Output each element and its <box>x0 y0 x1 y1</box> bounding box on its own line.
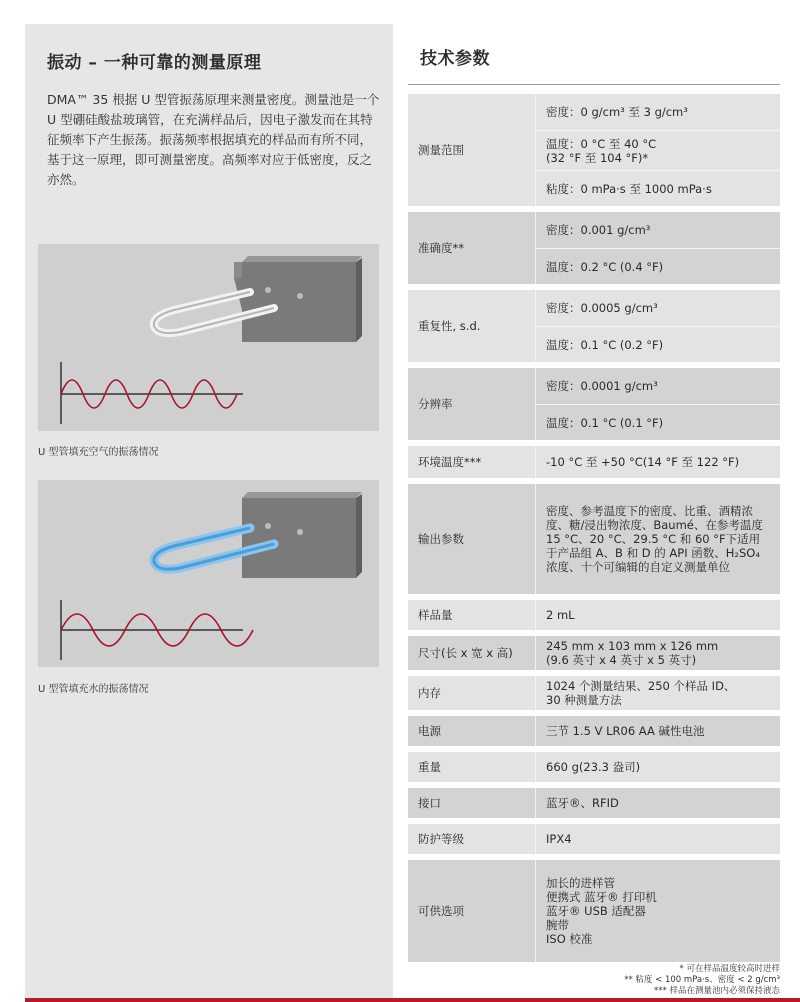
spec-value: 粘度：0 mPa·s 至 1000 mPa·s <box>536 170 780 206</box>
spec-value: 三节 1.5 V LR06 AA 碱性电池 <box>546 724 705 738</box>
spec-label: 输出参数 <box>418 532 464 546</box>
spec-row-power <box>408 716 780 746</box>
spec-row-accuracy <box>408 212 780 284</box>
spec-value: 蓝牙®、RFID <box>546 796 619 810</box>
spec-label: 样品量 <box>418 608 453 622</box>
spec-label: 电源 <box>418 724 441 738</box>
spec-value: 245 mm x 103 mm x 126 mm (9.6 英寸 x 4 英寸 x 5 英寸) <box>546 639 719 667</box>
left-panel <box>25 24 393 1002</box>
spec-row-sample-volume <box>408 600 780 630</box>
spec-value: 温度：0 °C 至 40 °C (32 °F 至 104 °F)* <box>536 130 780 170</box>
spec-value: 密度：0 g/cm³ 至 3 g/cm³ <box>546 105 688 119</box>
footnote: ** 粘度 < 100 mPa·s、密度 < 2 g/cm³ <box>624 975 780 985</box>
spec-value: 1024 个测量结果、250 个样品 ID、 30 种测量方法 <box>546 679 736 707</box>
spec-label: 尺寸(长 x 宽 x 高) <box>418 646 513 660</box>
figure-air-caption: U 型管填充空气的振荡情况 <box>38 447 159 458</box>
spec-value: 加长的进样管 便携式 蓝牙® 打印机 蓝牙® USB 适配器 腕带 ISO 校准 <box>546 876 657 946</box>
cell-block-icon <box>242 498 356 578</box>
spec-value: -10 °C 至 +50 °C(14 °F 至 122 °F) <box>546 455 740 469</box>
spec-value: 660 g(23.3 盎司) <box>546 760 641 774</box>
spec-value: 密度：0.0001 g/cm³ <box>546 379 658 393</box>
spec-label: 分辨率 <box>418 397 453 411</box>
spec-row-weight <box>408 752 780 782</box>
spec-label: 重量 <box>418 760 441 774</box>
spec-value: 密度：0.001 g/cm³ <box>546 223 651 237</box>
spec-label: 重复性, s.d. <box>418 319 481 333</box>
cell-block-icon <box>242 262 356 342</box>
spec-label: 内存 <box>418 686 441 700</box>
figure-water-caption: U 型管填充水的振荡情况 <box>38 684 149 695</box>
spec-row-ambient-temperature <box>408 446 780 478</box>
section-title-specs: 技术参数 <box>420 49 490 69</box>
spec-value: 2 mL <box>546 608 575 622</box>
spec-row-dimensions <box>408 636 780 670</box>
figure-u-tube-air <box>38 244 379 431</box>
footnote: *** 样品在测量池内必须保持液态 <box>654 986 780 996</box>
section-title-principle: 振动 – 一种可靠的测量原理 <box>47 53 262 73</box>
spec-label: 环境温度*** <box>418 455 482 469</box>
spec-value: IPX4 <box>546 832 572 846</box>
spec-row-measuring-range <box>408 94 780 206</box>
spec-row-resolution <box>408 368 780 440</box>
spec-value: 密度、参考温度下的密度、比重、酒精浓度、糖/浸出物浓度、Baumé、在参考温度 15 °C、20 °C、29.5 °C 和 60 °F下适用于产品组 A、B 和 D 的 API 函数、H₂SO₄ 浓度、十个可编辑的自定义测量单位 <box>546 504 763 574</box>
accent-bar <box>25 998 800 1002</box>
spec-label: 防护等级 <box>418 832 464 846</box>
footnote: * 可在样品温度较高时进样 <box>679 964 780 974</box>
spec-label: 准确度** <box>418 241 464 255</box>
spec-row-output-parameters <box>408 484 780 594</box>
spec-row-options <box>408 860 780 962</box>
spec-label: 可供选项 <box>418 904 464 918</box>
spec-label: 接口 <box>418 796 441 810</box>
footnotes <box>624 964 780 997</box>
spec-value: 温度：0.1 °C (0.1 °F) <box>536 404 780 440</box>
spec-row-repeatability <box>408 290 780 362</box>
spec-value: 温度：0.1 °C (0.2 °F) <box>536 326 780 362</box>
spec-row-interfaces <box>408 788 780 818</box>
title-divider <box>408 84 780 85</box>
spec-value: 温度：0.2 °C (0.4 °F) <box>536 248 780 284</box>
spec-row-protection-class <box>408 824 780 854</box>
figure-u-tube-water <box>38 480 379 667</box>
spec-value: 密度：0.0005 g/cm³ <box>546 301 658 315</box>
principle-paragraph: DMA™ 35 根据 U 型管振荡原理来测量密度。测量池是一个 U 型硼硅酸盐玻璃管，在充满样品后，因电子激发而在其特征频率下产生振荡。振荡频率根据填充的样品而有所不同，基于这一原理，即可测量密度。高频率对应于低密度，反之亦然。 <box>47 92 380 187</box>
spec-row-memory <box>408 676 780 710</box>
spec-label: 测量范围 <box>418 143 464 157</box>
spec-table <box>408 94 780 968</box>
